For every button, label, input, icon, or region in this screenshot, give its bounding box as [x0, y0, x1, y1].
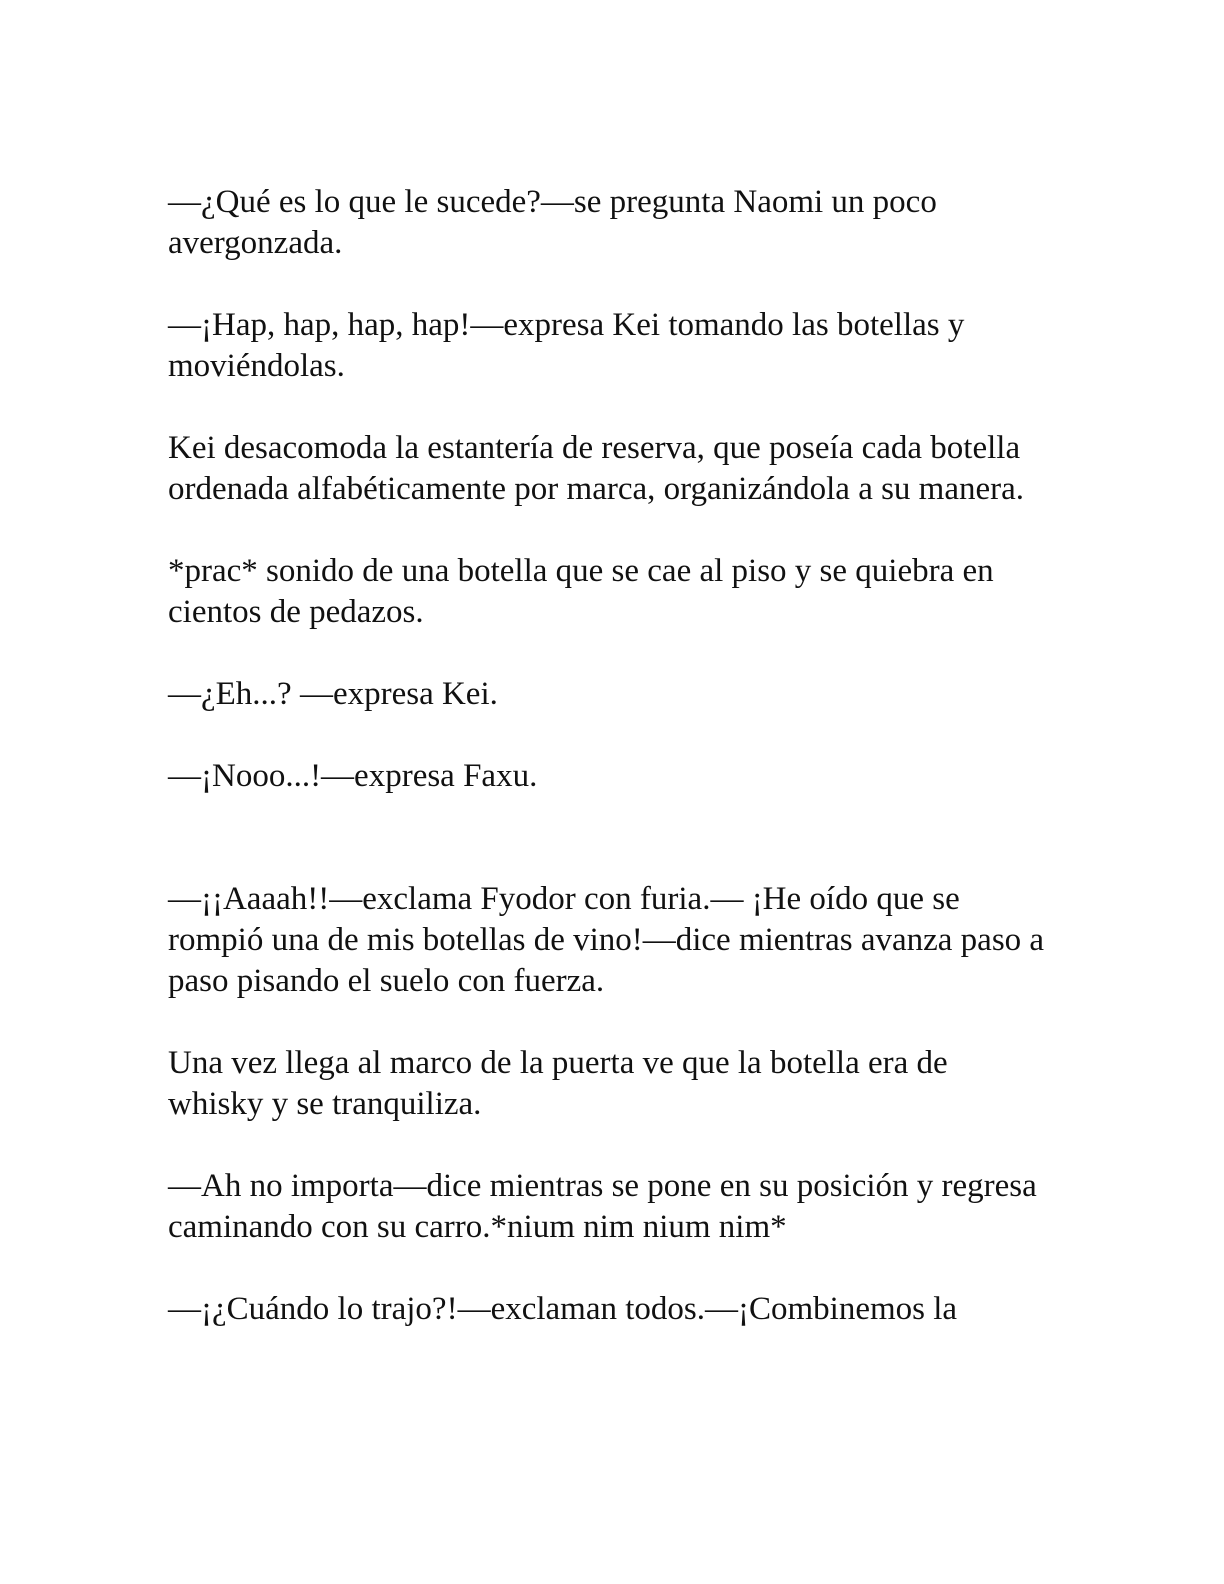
- paragraph-5: —¿Eh...? —expresa Kei.: [168, 676, 498, 712]
- paragraph-6: —¡Nooo...!—expresa Faxu.: [168, 758, 538, 794]
- paragraph-8: Una vez llega al marco de la puerta ve que la botella era de whisky y se tranquiliza.: [168, 1045, 948, 1122]
- paragraph-3: Kei desacomoda la estantería de reserva, que poseía cada botella ordenada alfabéticamente por marca, organizándola a su manera.: [168, 430, 1025, 507]
- paragraph-9: —Ah no importa—dice mientras se pone en su posición y regresa caminando con su carro.*nium nim nium nim*: [168, 1168, 1037, 1245]
- paragraph-7: —¡¡Aaaah!!—exclama Fyodor con furia.— ¡He oído que se rompió una de mis botellas de vino!—dice mientras avanza paso a paso pisando el suelo con fuerza.: [168, 881, 1045, 999]
- paragraph-1: —¿Qué es lo que le sucede?—se pregunta Naomi un poco avergonzada.: [168, 184, 937, 261]
- page-body: [168, 182, 1048, 1371]
- paragraph-4: *prac* sonido de una botella que se cae al piso y se quiebra en cientos de pedazos.: [168, 553, 994, 630]
- paragraph-10: —¡¿Cuándo lo trajo?!—exclaman todos.—¡Combinemos la: [168, 1291, 958, 1327]
- paragraph-2: —¡Hap, hap, hap, hap!—expresa Kei tomando las botellas y moviéndolas.: [168, 307, 965, 384]
